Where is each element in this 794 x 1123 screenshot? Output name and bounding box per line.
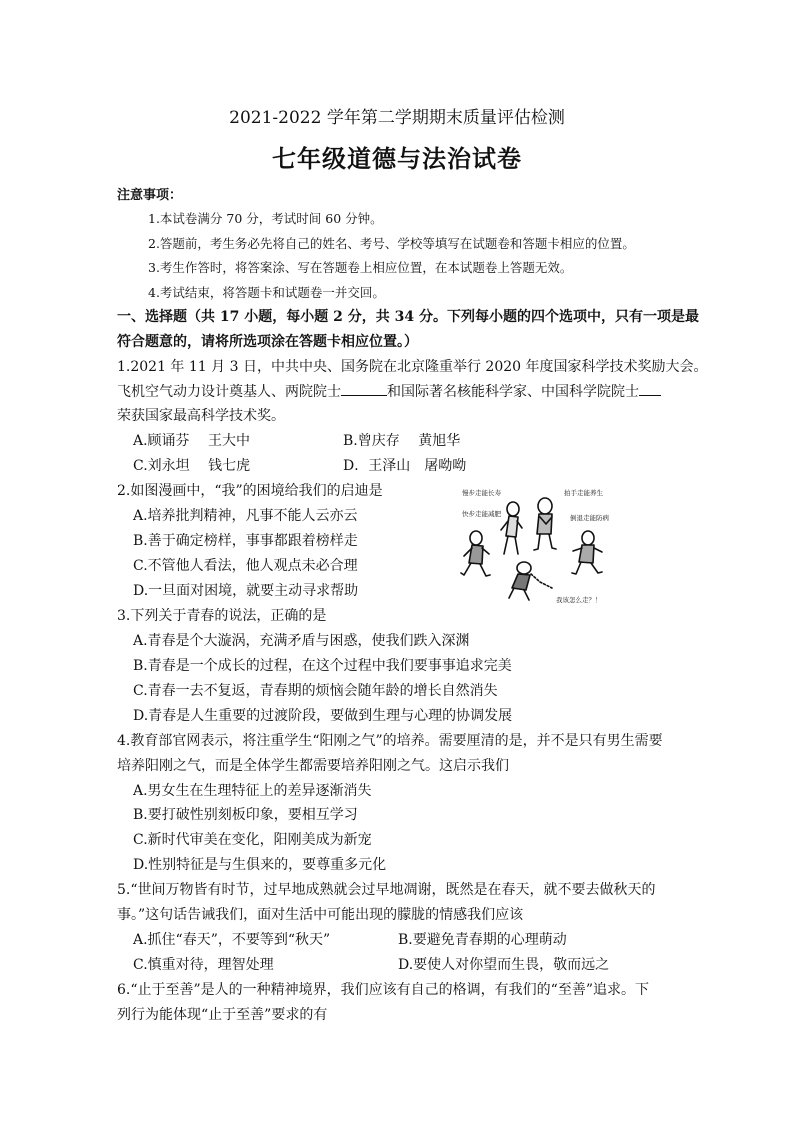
- q4-stem-line-2: 培养阳刚之气，而是全体学生都需要培养阳刚之气。这启示我们: [117, 758, 509, 774]
- q5-option-d: D.要使人对你望而生畏，敬而远之: [398, 957, 610, 973]
- q1-stem-line-2: [117, 382, 661, 401]
- q1-stem-line-1: 1.2021 年 11 月 3 日，中共中央、国务院在北京隆重举行 2020 年度国家科学技术奖励大会。: [117, 359, 708, 375]
- cartoon-figure-fast-walker: [461, 531, 490, 576]
- q1-stem-part-b: 和国际著名核能科学家、中国科学院院士: [387, 384, 639, 400]
- cartoon-caption-fast: 快步走能减肥: [462, 510, 501, 518]
- cartoon-figure-backward-walker: [572, 531, 602, 574]
- q2-option-b: B.善于确定榜样，事事都跟着榜样走: [133, 533, 358, 549]
- q3-option-b: B.青春是一个成长的过程，在这个过程中我们要事事追求完美: [133, 658, 512, 674]
- q4-option-a: A.男女生在生理特征上的差异逐渐消失: [133, 783, 372, 799]
- exam-subject-title: 七年级道德与法治试卷: [272, 144, 522, 173]
- note-item-1: 1.本试卷满分 70 分，考试时间 60 分钟。: [148, 211, 383, 226]
- notes-heading: 注意事项：: [117, 188, 183, 203]
- cartoon-figure-clapping-walker: [534, 498, 556, 550]
- q3-option-c: C.青春一去不复返，青春期的烦恼会随年龄的增长自然消失: [133, 683, 498, 699]
- q5-option-b: B.要避免青春期的心理萌动: [398, 932, 567, 948]
- q4-stem-line-1: 4.教育部官网表示，将注重学生“阳刚之气”的培养。需要厘清的是，并不是只有男生需要: [117, 733, 663, 749]
- cartoon-caption-clap: 拍手走能养生: [564, 489, 603, 497]
- section-1-instructions-line-1: 一、选择题（共 17 小题，每小题 2 分，共 34 分。下列每小题的四个选项中，只有一项是最: [117, 309, 699, 325]
- q4-option-b: B.要打破性别刻板印象，要相互学习: [133, 807, 358, 823]
- q5-option-c: C.慎重对待，理智处理: [133, 957, 274, 973]
- q4-option-c: C.新时代审美在变化，阳刚美成为新宠: [133, 832, 372, 848]
- note-item-3: 3.考生作答时，将答案涂、写在答题卷上相应位置，在本试题卷上答题无效。: [148, 260, 573, 275]
- q1-stem-part-a: 飞机空气动力设计奠基人、两院院士: [117, 384, 341, 400]
- cartoon-caption-confused: 我该怎么走？！: [556, 596, 602, 604]
- q3-option-a: A.青春是个大漩涡，充满矛盾与困惑，使我们跌入深渊: [133, 633, 470, 649]
- cartoon-figure-confused-me: [509, 562, 552, 600]
- cartoon-figure-slow-walker: [501, 502, 522, 554]
- q3-option-d: D.青春是人生重要的过渡阶段，要做到生理与心理的协调发展: [133, 708, 513, 724]
- q6-stem-line-1: 6.“止于至善”是人的一种精神境界，我们应该有自己的格调，有我们的“至善”追求。下: [117, 982, 649, 998]
- q1-option-b: B.曾庆存 黄旭华: [343, 433, 461, 449]
- walking-advice-cartoon: [460, 484, 632, 606]
- q2-option-a: A.培养批判精神，凡事不能人云亦云: [133, 508, 358, 524]
- q1-option-d: D．王泽山 屠呦呦: [343, 458, 467, 474]
- exam-title: 2021-2022 学年第二学期期末质量评估检测: [229, 108, 565, 128]
- q5-option-a: A.抓住“春天”，不要等到“秋天”: [133, 932, 331, 948]
- note-item-2: 2.答题前，考生务必先将自己的姓名、考号、学校等填写在试题卷和答题卡相应的位置。: [148, 236, 635, 251]
- q2-option-c: C.不管他人看法，他人观点未必合理: [133, 558, 358, 574]
- q3-stem: 3.下列关于青春的说法，正确的是: [117, 608, 327, 624]
- cartoon-caption-slow: 慢步走能长寿: [462, 489, 501, 497]
- section-1-instructions-line-2: 符合题意的，请将所选项涂在答题卡相应位置。）: [117, 334, 418, 350]
- answer-blank: [639, 382, 661, 396]
- note-item-4: 4.考试结束，将答题卡和试题卷一并交回。: [148, 285, 385, 300]
- answer-blank: [341, 382, 387, 396]
- q2-stem: 2.如图漫画中，“我”的困境给我们的启迪是: [117, 483, 383, 499]
- q5-stem-line-1: 5.“世间万物皆有时节，过早地成熟就会过早地凋谢，既然是在春天，就不要去做秋天的: [117, 882, 656, 898]
- q2-option-d: D.一旦面对困境，就要主动寻求帮助: [133, 583, 359, 599]
- q5-stem-line-2: 事。”这句话告诫我们，面对生活中可能出现的朦胧的情感我们应该: [117, 907, 524, 923]
- q6-stem-line-2: 列行为能体现“止于至善”要求的有: [117, 1007, 328, 1023]
- q1-option-c: C.刘永坦 钱七虎: [133, 458, 251, 474]
- q4-option-d: D.性别特征是与生俱来的，要尊重多元化: [133, 857, 387, 873]
- q1-option-a: A.顾诵芬 王大中: [133, 433, 251, 449]
- q1-stem-line-3: 荣获国家最高科学技术奖。: [117, 408, 285, 424]
- cartoon-caption-backward: 倒退走能防病: [570, 514, 609, 522]
